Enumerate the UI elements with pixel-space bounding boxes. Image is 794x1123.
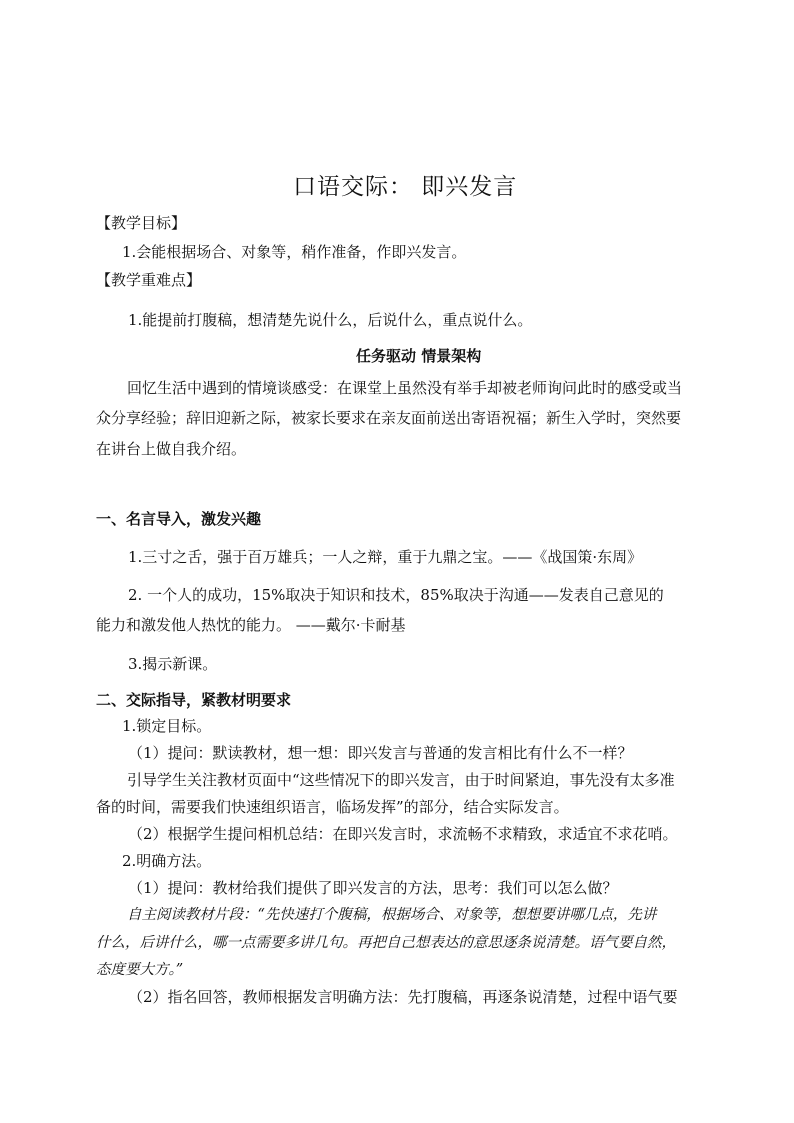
reveal-lesson: 3.揭示新课。 xyxy=(128,655,218,673)
quote-2-line-1: 2. 一个人的成功，15%取决于知识和技术，85%取决于沟通——发表自己意见的 xyxy=(128,586,664,604)
goal-item: 1.会能根据场合、对象等，稍作准备，作即兴发言。 xyxy=(122,243,467,261)
goal-heading: 【教学目标】 xyxy=(96,214,187,232)
page-title: 口语交际： 即兴发言 xyxy=(293,174,518,200)
quote-2-line-2: 能力和激发他人热忱的能力。 ——戴尔·卡耐基 xyxy=(96,616,406,634)
quote-1: 1.三寸之舌，强于百万雄兵；一人之辩，重于九鼎之宝。——《战国策·东周》 xyxy=(128,548,643,566)
textbook-excerpt-line-2: 什么，后讲什么，哪一点需要多讲几句。再把自己想表达的意思逐条说清楚。语气要自然， xyxy=(96,935,676,951)
intro-line-1: 回忆生活中遇到的情境谈感受：在课堂上虽然没有举手却被老师询问此时的感受或当 xyxy=(127,379,683,397)
sub-2: 2.明确方法。 xyxy=(122,852,212,870)
textbook-excerpt-line-3: 态度要大方。” xyxy=(96,962,184,978)
guide-line-1: 引导学生关注教材页面中“这些情况下的即兴发言，由于时间紧迫，事先没有太多准 xyxy=(127,771,675,789)
intro-line-2: 众分享经验；辞旧迎新之际，被家长要求在亲友面前送出寄语祝福；新生入学时，突然要 xyxy=(96,409,682,427)
question-4: （2）指名回答，教师根据发言明确方法：先打腹稿，再逐条说清楚，过程中语气要 xyxy=(128,988,678,1006)
guide-line-2: 备的时间，需要我们快速组织语言，临场发挥”的部分，结合实际发言。 xyxy=(96,798,569,816)
key-heading: 【教学重难点】 xyxy=(96,271,202,289)
question-1: （1）提问：默读教材，想一想：即兴发言与普通的发言相比有什么不一样？ xyxy=(128,744,633,762)
question-3: （1）提问：教材给我们提供了即兴发言的方法，思考：我们可以怎么做？ xyxy=(128,879,618,897)
textbook-excerpt-line-1: 自主阅读教材片段：“先快速打个腹稿，根据场合、对象等，想想要讲哪几点，先讲 xyxy=(127,907,657,923)
key-item: 1.能提前打腹稿，想清楚先说什么，后说什么，重点说什么。 xyxy=(128,311,533,329)
question-2: （2）根据学生提问相机总结：在即兴发言时，求流畅不求精致，求适宜不求花哨。 xyxy=(128,825,678,843)
sub-1: 1.锁定目标。 xyxy=(122,717,212,735)
intro-line-3: 在讲台上做自我介绍。 xyxy=(96,440,247,458)
task-heading: 任务驱动 情景架构 xyxy=(356,347,482,365)
section2-heading: 二、交际指导，紧教材明要求 xyxy=(96,691,292,709)
section1-heading: 一、名言导入，激发兴趣 xyxy=(96,510,262,528)
